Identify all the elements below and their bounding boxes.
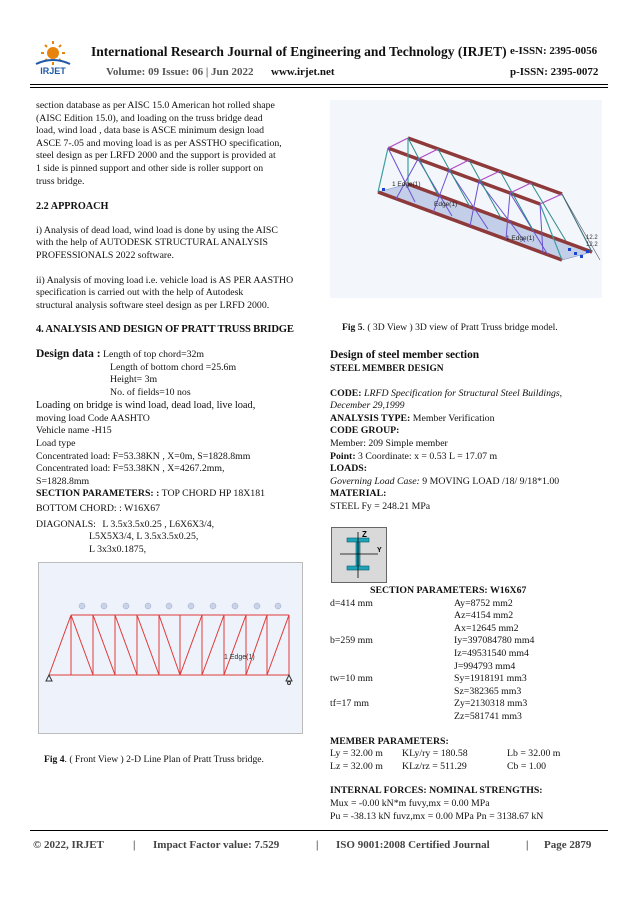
code-line [330,388,606,401]
section-params-value: TOP CHORD HP 18X181 [159,488,265,500]
section-params-heading: SECTION PARAMETERS: W16X67 [370,585,527,596]
text-line: load, wind load , data base is ASCE minimum design load [36,125,265,137]
point-line [330,451,606,464]
fig5-annotation: 1 Edge(1) [506,235,535,242]
fig4-label: Fig 4 [44,754,65,765]
figure-4-truss-front-view [38,562,303,734]
load-label: 12.2 [586,242,598,248]
loading-block [36,399,307,488]
diagonals-item: L 3x3x0.1875, [89,543,147,555]
figure-4-caption [44,754,304,767]
member-params-heading: MEMBER PARAMETERS: [330,735,449,747]
internal-row: Pu = -38.13 kN fuvz,mx = 0.00 MPa Pn = 3138.67 kN [330,810,544,822]
section-param-right: Sy=1918191 mm3 [454,673,527,685]
code-date: December 29,1999 [330,400,405,412]
member-param-row [330,761,606,774]
section-param-row [330,686,606,699]
diagonals-item: L 3.5x3.5x0.25 , L6X6X3/4, [102,518,215,530]
text-line: structural analysis software steel design as per LRFD 2000. [36,299,270,311]
fig5-caption-text: . ( 3D View ) 3D view of Pratt Truss bridge model. [362,322,558,333]
loads-label: LOADS: [330,463,368,475]
footer-iso: ISO 9001:2008 Certified Journal [336,839,490,851]
diagonals-label: DIAGONALS: [36,518,96,530]
section-param-left: d=414 mm [330,597,373,609]
section-param-left [330,711,454,724]
code-value: LRFD Specification for Structural Steel Buildings, [361,387,563,399]
member-param-cell: Ly = 32.00 m [330,748,383,760]
design-data-item: Length of bottom chord =25.6m [110,361,237,373]
w-section-icon [331,527,387,583]
footer-copyright: © 2022, IRJET [33,839,104,851]
fig4-annotation: 1 Edge(1) [224,654,255,661]
text-line: ii) Analysis of moving load i.e. vehicle load is AS PER AASTHO [36,274,294,286]
member-design-heading: STEEL MEMBER DESIGN [330,364,444,374]
text-line: Concentrated load: F=53.38KN , X=0m, S=1828.8mm [36,450,251,462]
section-param-left [330,661,454,674]
footer-separator: | [316,839,319,851]
text-line: Load type [36,438,76,450]
section-param-right: Ax=12645 mm2 [454,622,519,634]
section-4-heading: 4. ANALYSIS AND DESIGN OF PRATT TRUSS BRIDGE [36,324,294,336]
member-param-cell: KLy/ry = 180.58 [402,748,468,760]
section-param-right: Sz=382365 mm3 [454,685,522,697]
section-param-right: Zz=581741 mm3 [454,710,522,722]
section-param-right: J=994793 mm4 [454,660,516,672]
section-param-left [330,623,454,636]
text-line: Concentrated load: F=53.38KN , X=4267.2mm, [36,463,225,475]
footer-separator: | [526,839,529,851]
member-param-cell: KLz/rz = 511.29 [402,760,467,772]
text-line: moving load Code AASHTO [36,412,150,424]
eissn: e-ISSN: 2395-0056 [510,45,598,57]
text-line: S=1828.8mm [36,475,90,487]
text-line: truss bridge. [36,175,85,187]
code-label: CODE: [330,387,362,399]
right-column [330,348,606,514]
design-data-item: Height= 3m [110,374,158,386]
section-param-row [330,635,606,648]
governing-value: 9 MOVING LOAD /18/ 9/18*1.00 [419,475,560,487]
fig4-caption-text: . ( Front View ) 2-D Line Plan of Pratt Truss bridge. [64,754,264,765]
section-param-right: Zy=2130318 mm3 [454,698,528,710]
section-param-row [330,673,606,686]
fig5-annotation: Edge(1) [434,201,458,208]
footer-rule [30,830,608,831]
point-label: Point: [330,450,356,462]
section-param-row [330,661,606,674]
design-heading: Design of steel member section [330,349,480,361]
design-data-list [36,362,307,400]
approach-paragraph-2 [36,275,307,313]
load-label: 12.2 [586,235,598,241]
analysis-label: ANALYSIS TYPE: [330,412,411,424]
diagonals-line [36,519,307,532]
fig5-annotation: 1 Edge(1) [392,181,421,188]
footer-page: Page 2879 [544,839,592,851]
footer-separator: | [133,839,136,851]
design-data-item: No. of fields=10 nos [110,386,191,398]
section-param-left [330,648,454,661]
footer-impact: Impact Factor value: 7.529 [153,839,280,851]
member-param-cell: Cb = 1.00 [507,760,547,772]
logo-text: IRJET [40,66,66,76]
section-params-table [330,598,606,724]
section-param-row [330,598,606,611]
section-param-left: tw=10 mm [330,673,373,685]
intro-paragraph [36,100,307,188]
text-line: PROFESSIONALS 2022 software. [36,249,174,261]
pissn: p-ISSN: 2395-0072 [510,66,599,78]
diagonals-list [36,531,307,556]
section-params-line [36,488,307,501]
governing-label: Governing Load Case: [330,475,420,487]
governing-line [330,476,606,489]
section-param-row [330,610,606,623]
material-label: MATERIAL: [330,488,387,500]
text-line: Vehicle name -H15 [36,425,112,437]
member-param-cell: Lz = 32.00 m [330,760,383,772]
design-data-label: Design data : [36,347,101,360]
analysis-value: Member Verification [410,412,495,424]
code-group: CODE GROUP: [330,425,400,437]
analysis-line [330,413,606,426]
figure-5-caption [342,322,604,335]
section-param-right: Iy=397084780 mm4 [454,635,535,647]
section-parameters [330,585,606,823]
material-value: STEEL Fy = 248.21 MPa [330,500,431,512]
approach-paragraph-1 [36,225,307,263]
section-param-row [330,711,606,724]
section-param-row [330,648,606,661]
section-param-left [330,610,454,623]
fig5-label: Fig 5 [342,322,363,333]
bottom-chord: BOTTOM CHORD: : W16X67 [36,503,161,515]
truss-3d-drawing [330,100,602,298]
text-line: 1 side is pinned support and other side is roller support on [36,162,264,174]
design-data-line [36,348,307,362]
header-rule-2 [30,87,608,88]
axis-z-label: Z [362,530,367,539]
approach-heading: 2.2 APPROACH [36,201,109,213]
section-param-left [330,686,454,699]
member-line: Member: 209 Simple member [330,437,448,449]
truss-2d-drawing [39,563,303,734]
member-param-row [330,748,606,761]
member-param-cell: Lb = 32.00 m [507,748,561,760]
section-param-left: b=259 mm [330,635,373,647]
header-rule [30,84,608,85]
text-line: section database as per AISC 15.0 American hot rolled shape [36,100,275,111]
point-value: 3 Coordinate: x = 0.53 L = 17.07 m [355,450,498,462]
section-param-right: Iz=49531540 mm4 [454,647,529,659]
text-line: i) Analysis of dead load, wind load is done by using the AISC [36,224,278,236]
internal-row: Mux = -0.00 kN*m fuvy,mx = 0.00 MPa [330,797,490,809]
text-line: (AISC Edition 15.0), and loading on the truss bridge dead [36,112,263,124]
text-line: steel design as per LRFD 2000 and the support is provided at [36,150,276,162]
left-column [36,100,307,556]
journal-title: International Research Journal of Engineering and Technology (IRJET) [91,44,507,59]
section-param-left: tf=17 mm [330,698,369,710]
website-link[interactable]: www.irjet.net [271,66,335,78]
section-param-right: Az=4154 mm2 [454,610,514,622]
text-line: specification is carried out with the help of Autodesk [36,287,244,299]
text-line: Loading on bridge is wind load, dead load, live load, [36,400,256,412]
section-param-row [330,623,606,636]
section-param-row [330,698,606,711]
section-param-right: Ay=8752 mm2 [454,597,513,609]
journal-logo [32,38,74,76]
figure-5-truss-3d-view [330,100,602,298]
volume-issue: Volume: 09 Issue: 06 | Jun 2022 [106,66,254,78]
text-line: with the help of AUTODESK STRUCTURAL ANALYSIS [36,237,268,249]
section-params-label: SECTION PARAMETERS: : [36,488,160,500]
text-line: ASCE 7-.05 and moving load is as per ASSTHO specification, [36,137,282,149]
diagonals-item: L5X5X3/4, L 3.5x3.5x0.25, [89,531,199,543]
design-data-first: Length of top chord=32m [102,348,205,360]
member-params-table [330,748,606,773]
internal-forces-heading: INTERNAL FORCES: NOMINAL STRENGTHS: [330,785,543,797]
axis-y-label: Y [377,547,382,554]
